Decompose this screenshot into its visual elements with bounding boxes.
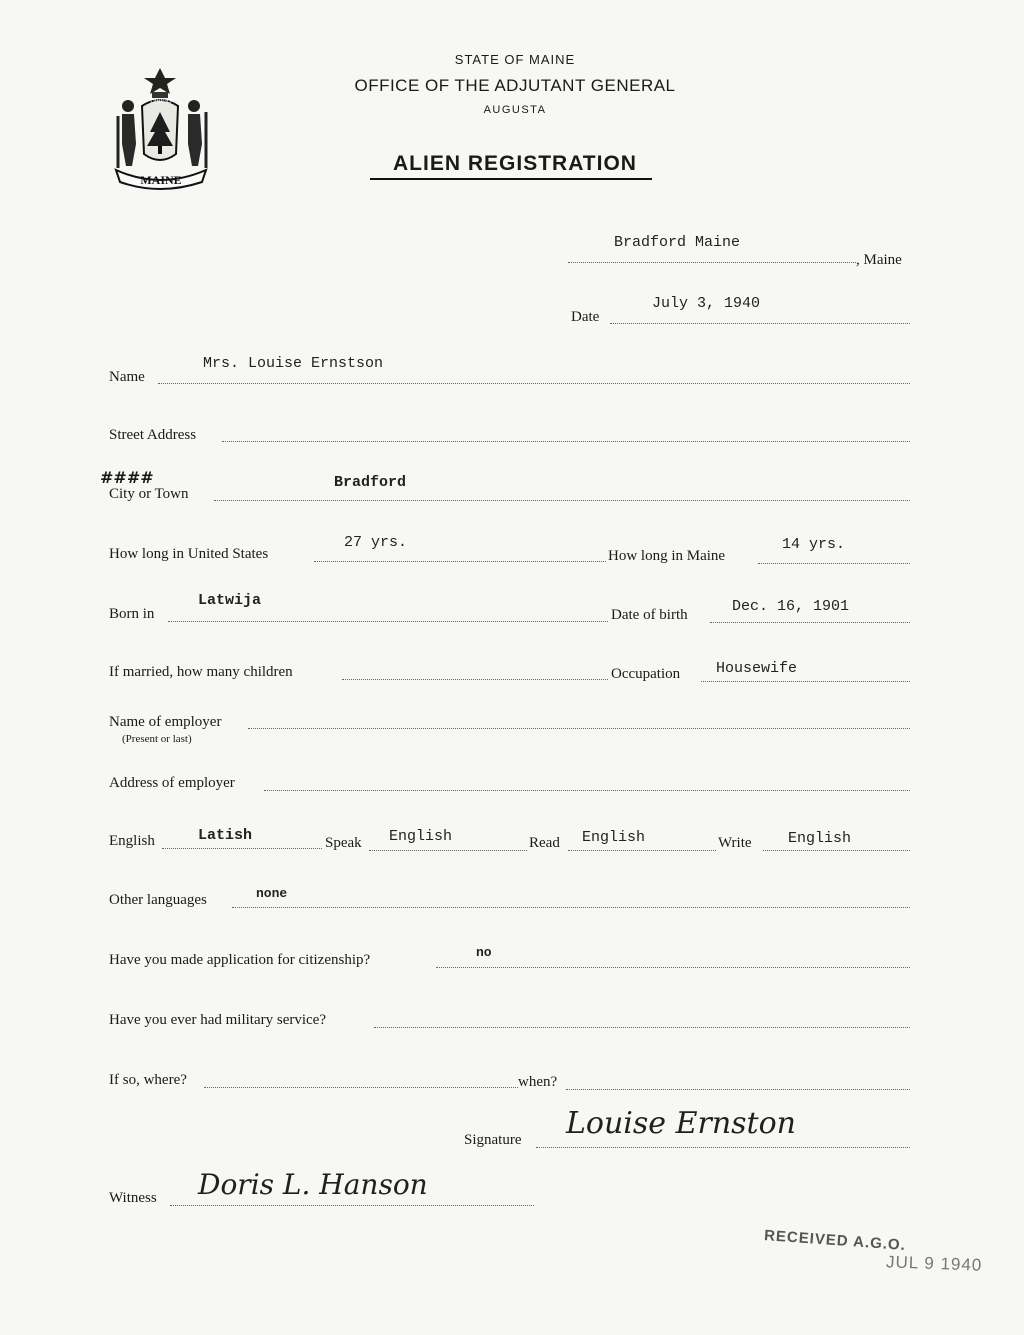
read-label: Read — [529, 835, 560, 851]
children-label: If married, how many children — [109, 664, 293, 680]
location-line — [568, 262, 856, 263]
maine-time-value: 14 yrs. — [782, 536, 846, 553]
maine-time-line — [758, 563, 910, 564]
employer-line — [248, 728, 910, 729]
when-line — [566, 1089, 910, 1090]
children-line — [342, 679, 608, 680]
dob-label: Date of birth — [611, 607, 688, 623]
header-state: STATE OF MAINE — [454, 52, 576, 67]
occupation-line — [701, 681, 910, 682]
signature-handwriting: Louise Ernston — [566, 1106, 796, 1141]
signature-line — [536, 1147, 910, 1148]
write-value: English — [788, 830, 852, 847]
seal-banner-text: MAINE — [140, 173, 182, 187]
employer-address-line — [264, 790, 910, 791]
date-label: Date — [571, 309, 600, 325]
english-line — [162, 848, 322, 849]
city-line — [214, 500, 910, 501]
other-languages-value: none — [256, 886, 288, 901]
us-time-label: How long in United States — [109, 546, 269, 562]
dob-value: Dec. 16, 1901 — [732, 598, 850, 615]
military-label: Have you ever had military service? — [109, 1012, 326, 1028]
witness-label: Witness — [109, 1190, 157, 1206]
employer-label: Name of employer — [109, 714, 222, 730]
location-value: Bradford Maine — [614, 234, 741, 251]
occupation-label: Occupation — [611, 666, 681, 682]
where-label: If so, where? — [109, 1072, 187, 1088]
where-line — [204, 1087, 518, 1088]
header-office: OFFICE OF THE ADJUTANT GENERAL — [354, 76, 676, 95]
date-value: July 3, 1940 — [652, 295, 761, 312]
received-stamp-date: JUL 9 1940 — [885, 1252, 983, 1275]
name-label: Name — [109, 369, 145, 385]
city-label: City or Town — [109, 486, 189, 502]
location-suffix: , Maine — [856, 252, 902, 268]
write-label: Write — [718, 835, 752, 851]
speak-label: Speak — [325, 835, 362, 851]
seal-motto-text: DIRIGO — [150, 99, 172, 105]
born-in-line — [168, 621, 608, 622]
citizenship-value: no — [476, 945, 492, 960]
speak-value: English — [389, 828, 453, 845]
english-value: Latish — [198, 827, 253, 844]
other-languages-line — [232, 907, 910, 908]
occupation-value: Housewife — [716, 660, 798, 677]
born-in-value: Latwija — [198, 592, 262, 609]
when-label: when? — [518, 1074, 558, 1090]
citizenship-line — [436, 967, 910, 968]
header-city: AUGUSTA — [483, 104, 547, 116]
received-stamp-text: RECEIVED A.G.O. — [763, 1227, 907, 1254]
other-languages-label: Other languages — [109, 892, 207, 908]
employer-address-label: Address of employer — [109, 775, 235, 791]
name-value: Mrs. Louise Ernstson — [203, 355, 384, 372]
city-value: Bradford — [334, 474, 407, 491]
witness-line — [170, 1205, 534, 1206]
english-label: English — [109, 833, 155, 849]
date-line — [610, 323, 910, 324]
street-line — [222, 441, 910, 442]
city-strikeout: #### — [100, 468, 154, 487]
street-label: Street Address — [109, 427, 197, 443]
title-underline — [370, 178, 652, 180]
name-line — [158, 383, 910, 384]
maine-state-seal-icon — [112, 66, 222, 192]
citizenship-label: Have you made application for citizenship? — [109, 952, 371, 968]
employer-sublabel: (Present or last) — [122, 733, 192, 745]
dob-line — [710, 622, 910, 623]
us-time-value: 27 yrs. — [344, 534, 408, 551]
maine-time-label: How long in Maine — [608, 548, 726, 564]
witness-handwriting: Doris L. Hanson — [198, 1168, 428, 1201]
born-in-label: Born in — [109, 606, 155, 622]
read-value: English — [582, 829, 646, 846]
speak-line — [369, 850, 527, 851]
us-time-line — [314, 561, 606, 562]
write-line — [763, 850, 910, 851]
military-line — [374, 1027, 910, 1028]
read-line — [568, 850, 716, 851]
signature-label: Signature — [464, 1132, 522, 1148]
form-title: ALIEN REGISTRATION — [393, 152, 637, 175]
